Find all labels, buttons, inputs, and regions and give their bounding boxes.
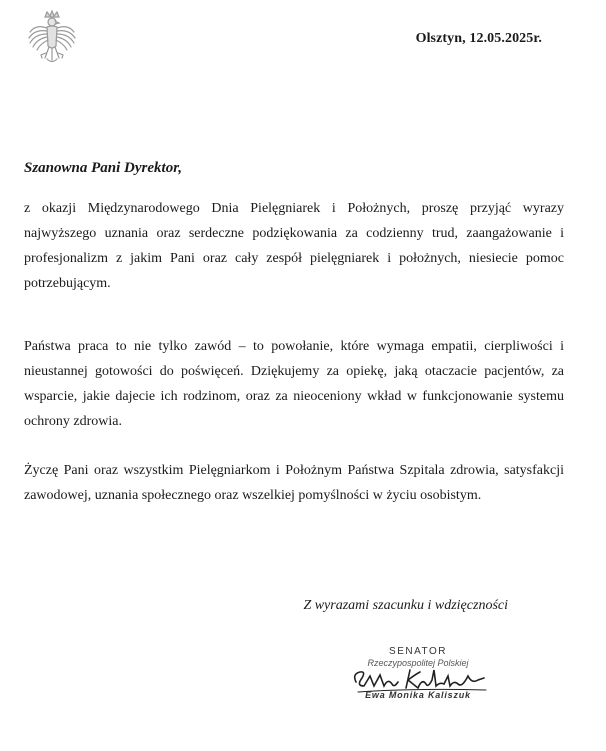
closing-phrase: Z wyrazami szacunku i wdzięczności xyxy=(303,598,508,613)
letter-paragraph-1: z okazji Międzynarodowego Dnia Pielęgniarek i Położnych, proszę przyjąć wyrazy najwyższego uznania oraz serdeczne podziękowania za codzienny trud, zaangażowanie i profesjonalizm z jakim Pani oraz cały zespół pielęgniarek i położnych, niesiecie pomoc potrzebującym. xyxy=(24,201,564,291)
stamp-title: SENATOR xyxy=(389,646,447,657)
salutation: Szanowna Pani Dyrektor, xyxy=(24,160,182,176)
stamp-name: Ewa Monika Kaliszuk xyxy=(365,690,471,700)
letter-paragraph-2: Państwa praca to nie tylko zawód – to powołanie, które wymaga empatii, cierpliwości i nieustannej gotowości do poświęceń. Dziękujemy za opiekę, jaką otaczacie pacjentów, za wsparcie, jakie dajecie ich rodzinom, oraz za nieoceniony wkład w funkcjonowanie systemu ochrony zdrowia. xyxy=(24,339,564,429)
polish-eagle-emblem-icon xyxy=(26,8,78,72)
letter-paragraph-3: Życzę Pani oraz wszystkim Pielęgniarkom i Położnym Państwa Szpitala zdrowia, satysfakcji zawodowej, uznania społecznego oraz wszelkiej pomyślności w życiu osobistym. xyxy=(24,463,564,503)
stamp-subtitle: Rzeczypospolitej Polskiej xyxy=(367,658,469,668)
senator-stamp xyxy=(338,640,498,710)
place-and-date: Olsztyn, 12.05.2025r. xyxy=(415,31,542,46)
